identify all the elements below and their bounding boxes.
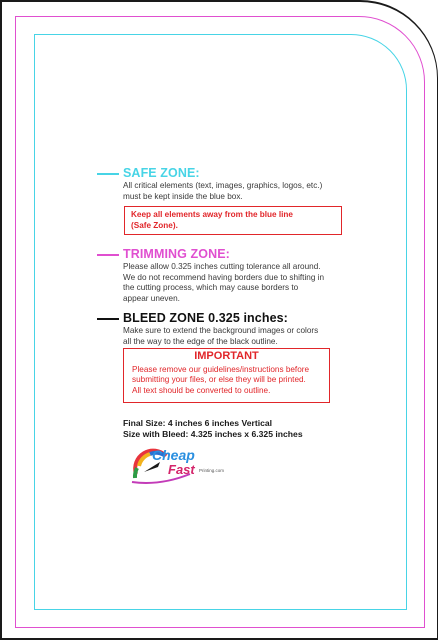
important-line-1: Please remove our guidelines/instructions before <box>132 364 310 374</box>
safe-zone-note <box>124 206 342 235</box>
logo-word-cheap: Cheap <box>152 447 195 463</box>
important-line-2: submitting your files, or else they will be printed. <box>132 375 306 385</box>
important-box <box>123 348 330 403</box>
trimming-zone-marker <box>97 254 119 256</box>
logo-word-fast: Fast <box>168 462 195 477</box>
safe-zone-note-1: Keep all elements away from the blue line <box>131 210 293 219</box>
bleed-zone-description <box>123 326 318 347</box>
important-title: IMPORTANT <box>194 350 259 362</box>
safe-zone-description <box>123 181 322 202</box>
trimming-zone-text-3: the cutting process, which may cause borders to <box>123 283 299 293</box>
trimming-zone-heading: TRIMMING ZONE: <box>123 247 230 261</box>
safe-zone-text-2: must be kept inside the blue box. <box>123 191 243 201</box>
trimming-zone-text-4: appear uneven. <box>123 293 180 303</box>
bleed-zone-marker <box>97 318 119 320</box>
trimming-zone-text-2: We do not recommend having borders due to shifting in <box>123 272 325 282</box>
safe-zone-heading: SAFE ZONE: <box>123 166 200 180</box>
final-size: Final Size: 4 inches 6 inches Vertical <box>123 418 273 428</box>
bleed-zone-text-2: all the way to the edge of the black outline. <box>123 336 278 346</box>
safe-zone-marker <box>97 173 119 175</box>
safe-zone-note-2: (Safe Zone). <box>131 220 178 230</box>
bleed-zone-text-1: Make sure to extend the background images or colors <box>123 326 319 335</box>
size-with-bleed: Size with Bleed: 4.325 inches x 6.325 inches <box>123 429 303 439</box>
cheap-fast-printing-logo <box>130 444 240 486</box>
bleed-zone-heading: BLEED ZONE 0.325 inches: <box>123 311 288 325</box>
trimming-zone-text-1: Please allow 0.325 inches cutting tolerance all around. <box>123 262 321 271</box>
logo-suffix: Printing.com <box>199 468 225 473</box>
important-line-3: All text should be converted to outline. <box>132 385 271 395</box>
trimming-zone-description <box>123 262 324 304</box>
safe-zone-text-1: All critical elements (text, images, graphics, logos, etc.) <box>123 181 323 190</box>
